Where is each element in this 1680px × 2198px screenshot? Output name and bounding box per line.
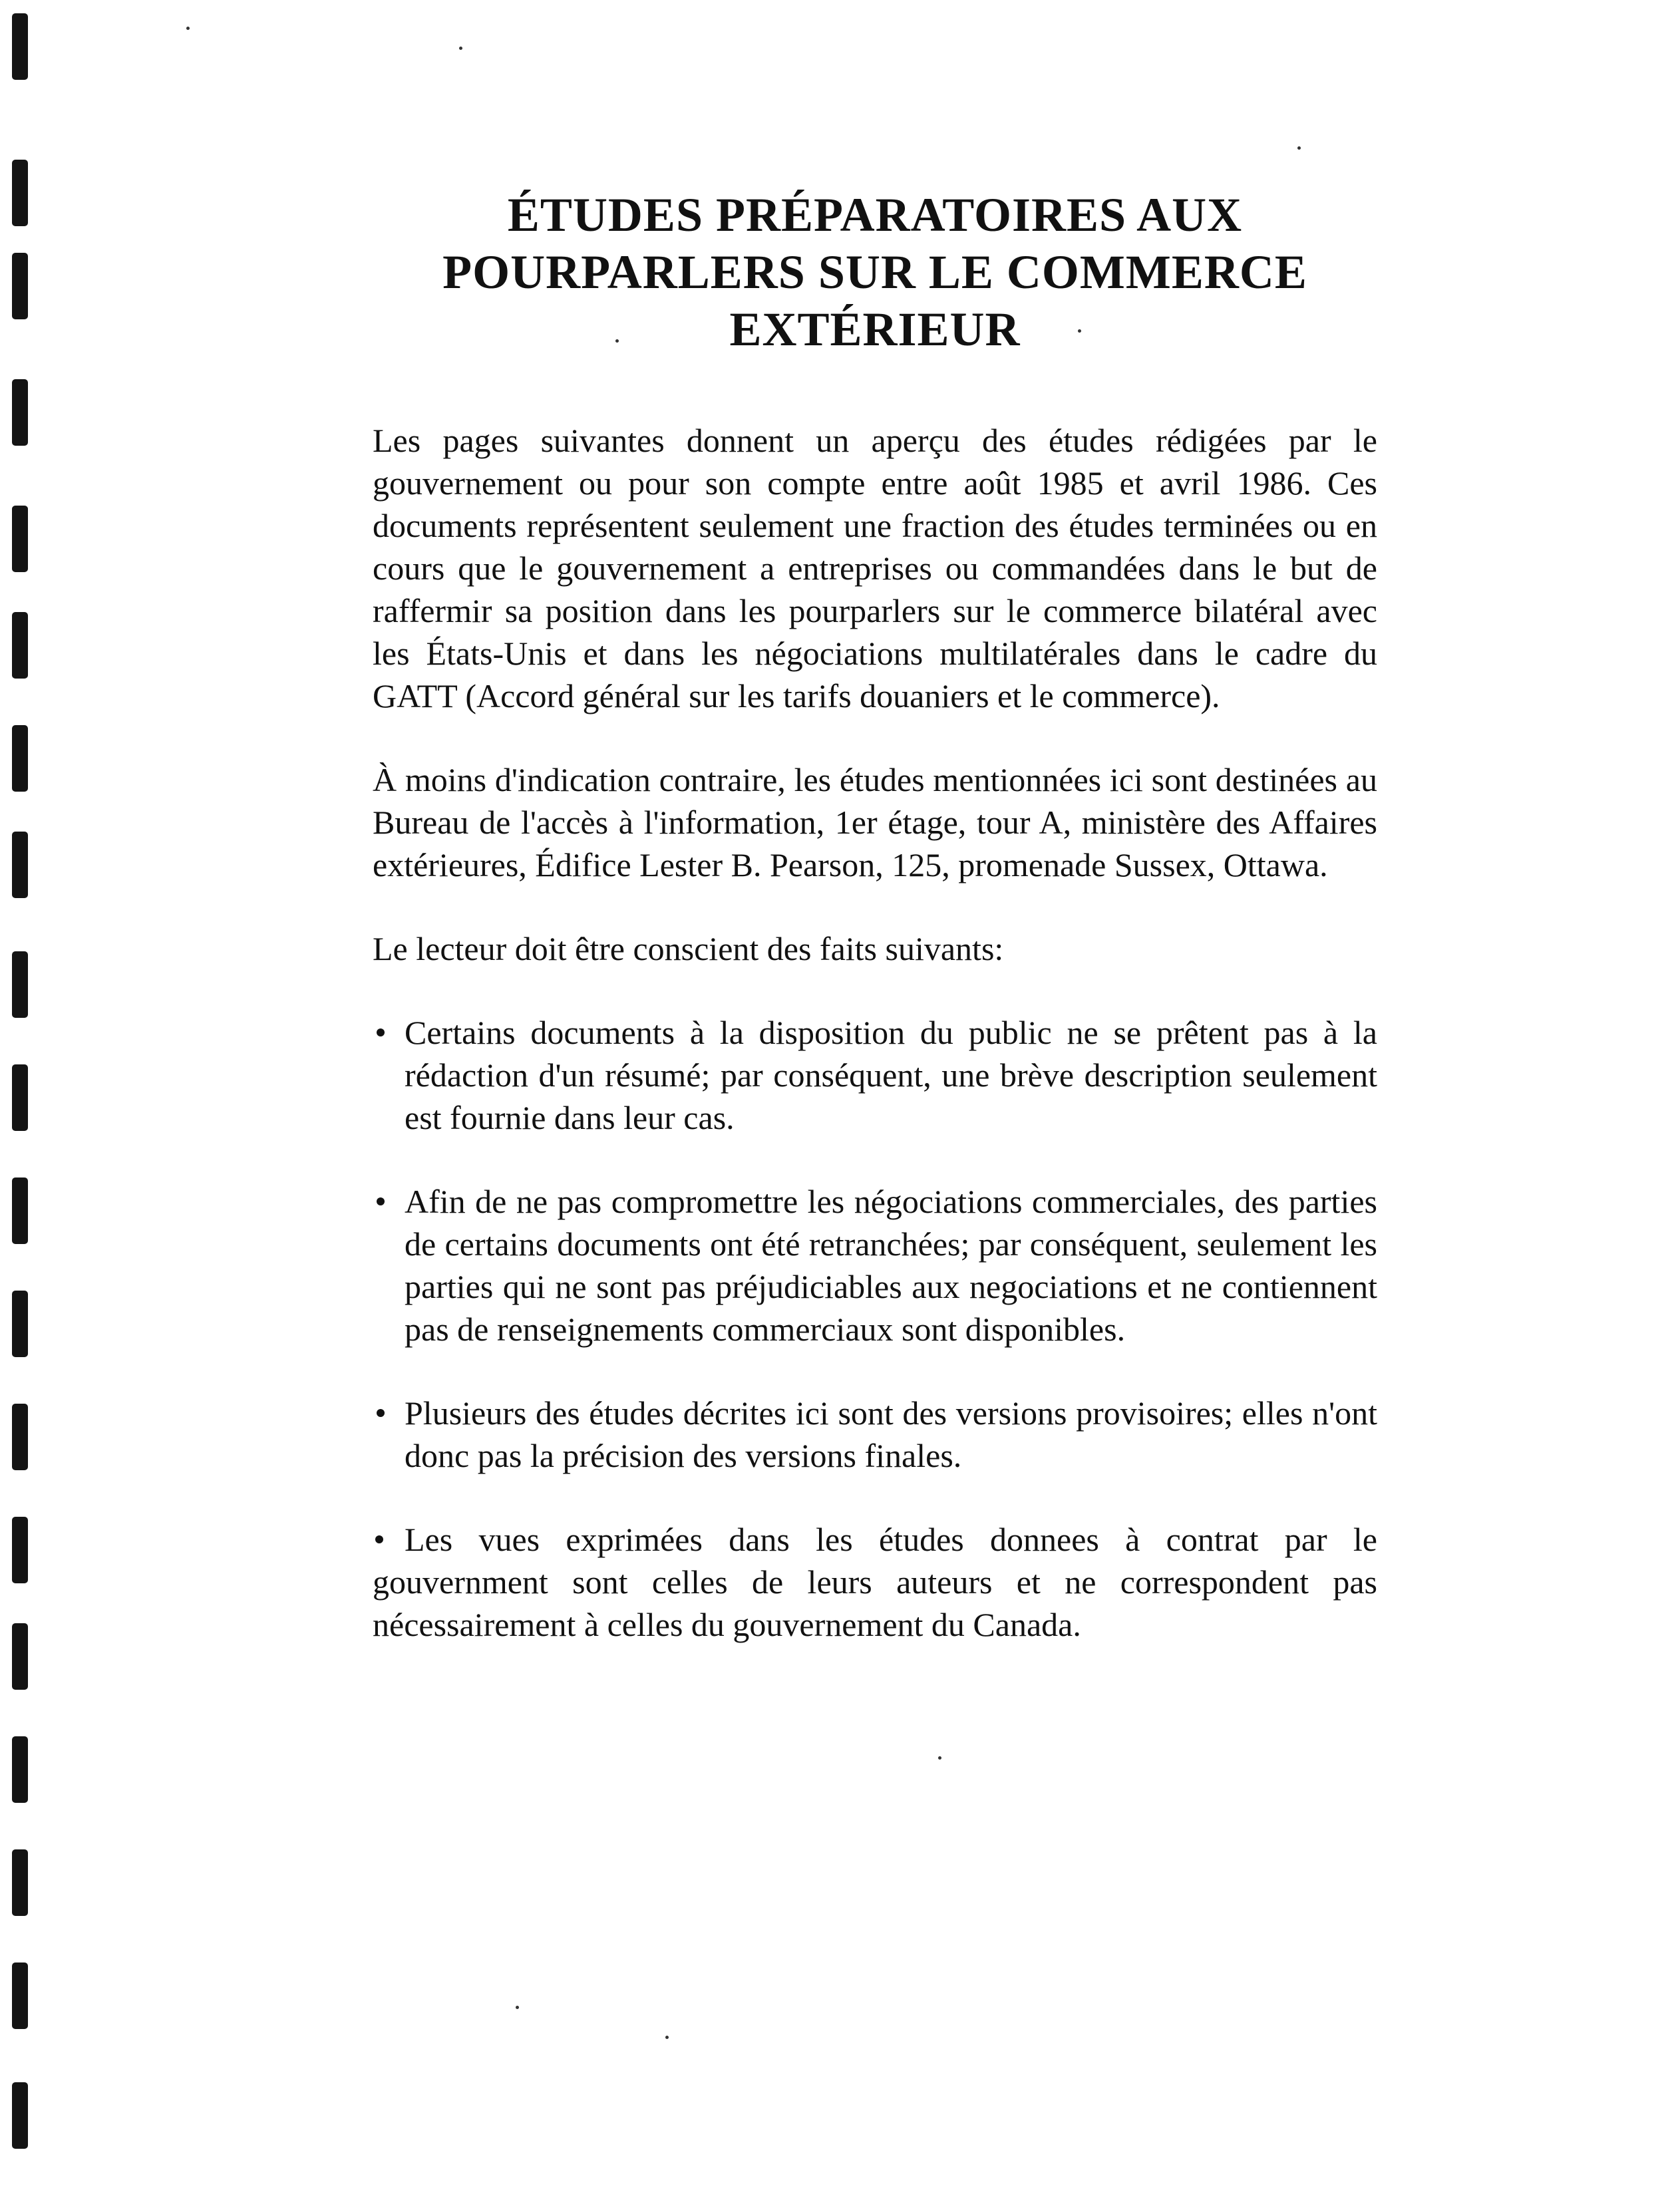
title-line: EXTÉRIEUR [729, 303, 1021, 356]
reader-notice-paragraph: Le lecteur doit être conscient des faits suivants: [373, 930, 1004, 967]
list-item [373, 1180, 1377, 1350]
bullet-icon [377, 1409, 385, 1417]
document-page [373, 186, 1377, 1687]
binding-hole [12, 1623, 28, 1690]
scan-speck [938, 1756, 941, 1760]
document-title [373, 186, 1377, 358]
binding-hole [12, 1064, 28, 1131]
intro-paragraph: Les pages suivantes donnent un aperçu des études rédigées par le gouvernement ou pour son compte entre août 1985 et avril 1986. Ces documents représentent seulement une fraction des études terminées ou en cours que le gouvernement a entreprises ou commandées dans le but de raffermir sa position dans les pourparlers sur le commerce bilatéral avec les États-Unis et dans les négociations multilatérales dans le cadre du GATT (Accord général sur les tarifs douaniers et le commerce). [373, 422, 1377, 714]
list-item-text: Certains documents à la disposition du public ne se prêtent pas à la rédaction d'un résumé; par conséquent, une brève description seulement est fournie dans leur cas. [405, 1014, 1377, 1136]
scan-speck [459, 47, 462, 50]
binding-hole [12, 1404, 28, 1470]
access-paragraph: À moins d'indication contraire, les études mentionnées ici sont destinées au Bureau de l'accès à l'information, 1er étage, tour A, ministère des Affaires extérieures, Édifice Lester B. Pearson, 125, promenade Sussex, Ottawa. [373, 761, 1377, 883]
list-item-text: Plusieurs des études décrites ici sont des versions provisoires; elles n'ont donc pas la précision des versions finales. [405, 1394, 1377, 1474]
title-line: ÉTUDES PRÉPARATOIRES AUX [507, 188, 1243, 241]
list-item [373, 1518, 1377, 1646]
binding-hole [12, 1736, 28, 1803]
binding-hole [12, 253, 28, 319]
scan-speck [1297, 146, 1301, 150]
list-item-text: Afin de ne pas compromettre les négociations commerciales, des parties de certains documents ont été retranchées; par conséquent, seulement les parties qui ne sont pas préjudiciables aux negociations et ne contiennent pas de renseignements commerciaux sont disponibles. [405, 1183, 1377, 1348]
binding-hole [12, 725, 28, 792]
title-line: POURPARLERS SUR LE COMMERCE [442, 245, 1307, 299]
bullet-icon [377, 1197, 385, 1205]
binding-hole [12, 1291, 28, 1357]
scan-speck [516, 2006, 519, 2009]
bullet-icon [377, 1028, 385, 1036]
binding-hole [12, 1849, 28, 1916]
binding-hole [12, 506, 28, 572]
binding-hole [12, 379, 28, 446]
notice-list [373, 1011, 1377, 1646]
binding-hole [12, 832, 28, 898]
binding-hole [12, 951, 28, 1018]
list-item [373, 1011, 1377, 1139]
scan-speck [665, 2036, 669, 2039]
list-item [373, 1392, 1377, 1477]
binding-hole [12, 1962, 28, 2029]
binding-hole [12, 612, 28, 679]
binding-holes [0, 0, 53, 2198]
binding-hole [12, 13, 28, 80]
binding-hole [12, 1517, 28, 1583]
binding-hole [12, 160, 28, 226]
binding-hole [12, 1178, 28, 1244]
list-item-text: Les vues exprimées dans les études donnees à contrat par le gouvernment sont celles de leurs auteurs et ne correspondent pas nécessairement à celles du gouvernement du Canada. [373, 1521, 1377, 1643]
binding-hole [12, 2082, 28, 2149]
scan-speck [186, 27, 190, 30]
bullet-icon [375, 1535, 383, 1543]
